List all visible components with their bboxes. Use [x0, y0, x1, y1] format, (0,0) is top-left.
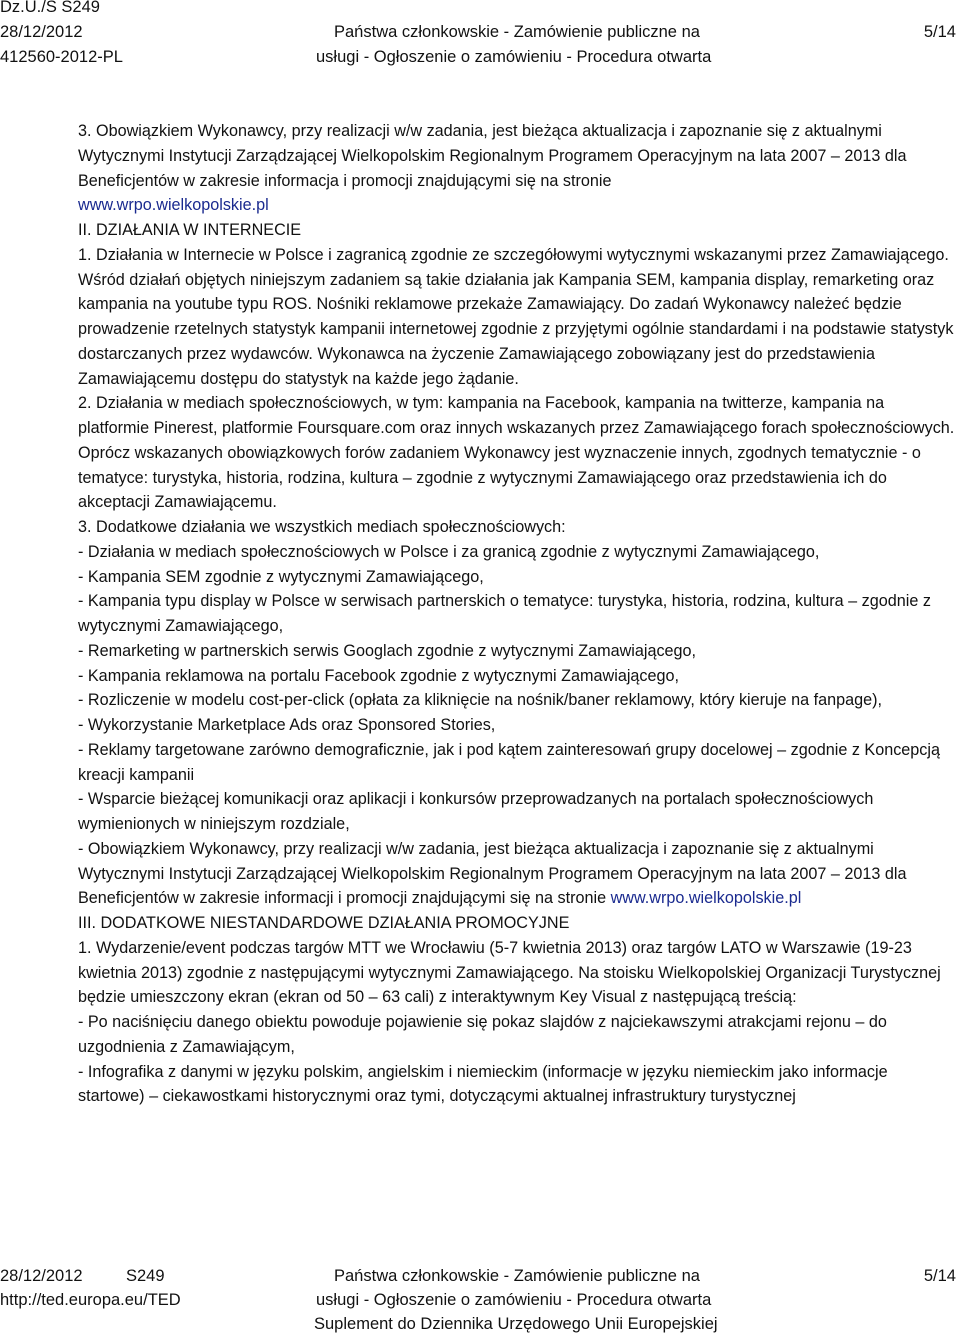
list-item: - Wsparcie bieżącej komunikacji oraz aplikacji i konkursów przeprowadzanych na portalach społecznościowych wymienionych w niniejszym rozdziale,: [78, 790, 874, 833]
list-item-text: Wytycznymi Instytucji Zarządzającej Wielkopolskim Regionalnym Programem Operacyjnym na lata 2007 – 2013 dla Beneficjentów w zakresie informacji i promocji znajdującymi się na stronie: [78, 864, 907, 908]
paragraph: 1. Działania w Internecie w Polsce i zagranicą zgodnie ze szczegółowymi wytycznymi wskazanymi przez Zamawiającego. Wśród działań objętych niniejszym zadaniem są takie działania jak Kampania SEM, kampania display, remarketing oraz kampania na youtube typu ROS. Nośniki reklamowe przekaże Zamawiający. Do zadań Wykonawcy należeć będzie prowadzenie rzetelnych statystyk kampanii internetowej zgodnie z przyjętymi ogólnie standardami i na podstawie statystyk dostarczanych przez wydawców. Wykonawca na życzenie Zamawiającego zobowiązany jest do przedstawienia Zamawiającemu dostępu do statystyk na każde jego żądanie.: [78, 245, 954, 388]
wrpo-link[interactable]: www.wrpo.wielkopolskie.pl: [78, 196, 269, 215]
header-date: 28/12/2012: [0, 23, 83, 41]
footer-url[interactable]: http://ted.europa.eu/TED: [0, 1291, 181, 1309]
header-title-line1: Państwa członkowskie - Zamówienie publiczne na: [334, 23, 700, 41]
footer-date: 28/12/2012: [0, 1267, 83, 1285]
list-item: - Rozliczenie w modelu cost-per-click (opłata za kliknięcie na nośnik/baner reklamowy, który kieruje na fanpage),: [78, 691, 883, 710]
list-item: - Kampania reklamowa na portalu Facebook zgodnie z wytycznymi Zamawiającego,: [78, 666, 680, 685]
header-notice-id: 412560-2012-PL: [0, 48, 123, 66]
footer-issue: S249: [126, 1267, 165, 1285]
paragraph: [78, 119, 958, 218]
list-item: - Reklamy targetowane zarówno demograficznie, jak i pod kątem zainteresowań grupy docelowej – zgodnie z Koncepcją kreacji kampanii: [78, 740, 941, 784]
section-heading: II. DZIAŁANIA W INTERNECIE: [78, 221, 302, 239]
paragraph: 3. Dodatkowe działania we wszystkich mediach społecznościowych:: [78, 518, 566, 536]
header-doc-ref: Dz.U./S S249: [0, 0, 100, 16]
document-body: [78, 119, 958, 1109]
header-page-number: 5/14: [923, 23, 956, 41]
paragraph-text: 3. Obowiązkiem Wykonawcy, przy realizacji w/w zadania, jest bieżąca aktualizacja i zapoznanie się z aktualnymi Wytycznymi Instytucji Zarządzającej Wielkopolskim Regionalnym Programem Operacyjnym na lata 2007 – 2013 dla Beneficjentów w zakresie informacja i promocji znajdującymi się na stronie: [78, 122, 907, 190]
wrpo-link[interactable]: www.wrpo.wielkopolskie.pl: [610, 889, 802, 908]
paragraph: 2. Działania w mediach społecznościowych, w tym: kampania na Facebook, kampania na twitterze, kampania na platformie Pinerest, platformie Foursquare.com oraz innych wskazanych przez Zamawiającego forach społecznościowych. Oprócz wskazanych obowiązkowych forów zadaniem Wykonawcy jest wyznaczenie innych, zgodnych tematycznie - o tematyce: turystyka, historia, rodzina, kultura – zgodnie z wytycznymi Zamawiającego oraz przedstawienia ich do akceptacji Zamawiającemu.: [78, 394, 955, 512]
list-item: - Wykorzystanie Marketplace Ads oraz Sponsored Stories,: [78, 716, 496, 734]
header-title-line2: usługi - Ogłoszenie o zamówieniu - Procedura otwarta: [316, 48, 712, 66]
list-item: - Po naciśnięciu danego obiektu powoduje pojawienie się pokaz slajdów z najciekawszymi atrakcjami rejonu – do uzgodnienia z Zamawiającym,: [78, 1013, 887, 1056]
list-item: [78, 862, 958, 912]
section-heading: III. DODATKOWE NIESTANDARDOWE DZIAŁANIA PROMOCYJNE: [78, 914, 570, 932]
list-item: - Działania w mediach społecznościowych w Polsce i za granicą zgodnie z wytycznymi Zamawiającego,: [78, 542, 820, 561]
list-item: - Kampania typu display w Polsce w serwisach partnerskich o tematyce: turystyka, historia, rodzina, kultura – zgodnie z wytycznymi Zamawiającego,: [78, 592, 931, 635]
list-item: - Obowiązkiem Wykonawcy, przy realizacji w/w zadania, jest bieżąca aktualizacja i zapoznanie się z aktualnymi: [78, 839, 874, 858]
footer-title-line1: Państwa członkowskie - Zamówienie publiczne na: [334, 1267, 700, 1285]
paragraph: 1. Wydarzenie/event podczas targów MTT we Wrocławiu (5-7 kwietnia 2013) oraz targów LATO w Warszawie (19-23 kwietnia 2013) zgodnie z następującymi wytycznymi Zamawiającego. Na stoisku Wielkopolskiej Organizacji Turystycznej będzie umieszczony ekran (ekran od 50 – 63 cali) z interaktywnym Key Visual z następującą treścią:: [78, 938, 941, 1007]
list-item: - Infografika z danymi w języku polskim, angielskim i niemieckim (informacje w języku niemieckim jako informacje startowe) – ciekawostkami historycznymi oraz tymi, dotyczącymi aktualnej infrastruktury turystycznej: [78, 1062, 888, 1106]
list-item: - Remarketing w partnerskich serwis Googlach zgodnie z wytycznymi Zamawiającego,: [78, 641, 697, 660]
list-item: - Kampania SEM zgodnie z wytycznymi Zamawiającego,: [78, 567, 484, 586]
footer-title-line2: usługi - Ogłoszenie o zamówieniu - Procedura otwarta: [316, 1291, 712, 1309]
footer-page-number: 5/14: [923, 1267, 956, 1285]
footer-title-line3: Suplement do Dziennika Urzędowego Unii Europejskiej: [314, 1315, 718, 1333]
